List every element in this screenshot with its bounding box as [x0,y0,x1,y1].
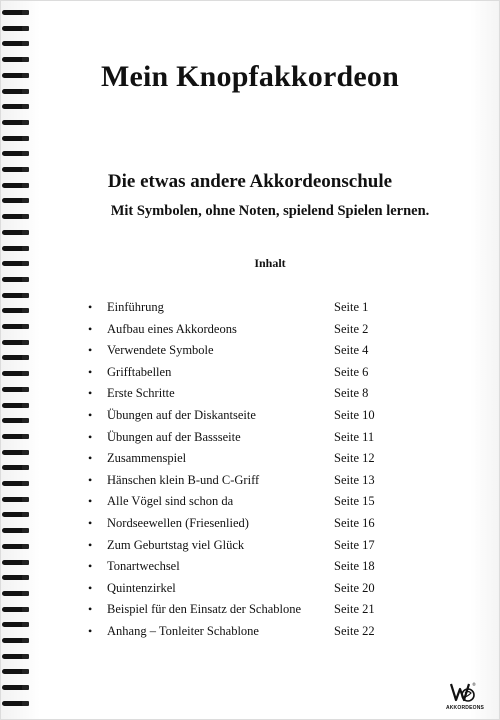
toc-entry-label: Nordseewellen (Friesenlied) [107,516,249,530]
toc-entry-label: Alle Vögel sind schon da [107,494,234,509]
contents-heading: Inhalt [254,256,286,270]
accordion-logo-icon [448,680,478,704]
bullet-icon: • [88,300,93,314]
toc-entry-label: Anhang – Tonleiter Schablone [107,624,259,638]
bullet-icon: • [88,537,93,552]
binding-coil [2,654,28,660]
toc-entry [0,494,500,514]
toc-entry-page: Seite 16 [334,516,375,530]
toc-entry-label: Zusammenspiel [107,451,187,466]
toc-entry [0,451,500,471]
bullet-icon: • [88,451,93,466]
toc-entry-page: Seite 4 [334,343,369,358]
binding-coil [2,10,28,16]
binding-coil [2,104,28,110]
bullet-icon: • [88,364,93,379]
toc-entry-label: Zum Geburtstag viel Glück [107,537,245,552]
toc-entry-page: Seite 2 [334,321,369,336]
bullet-icon: • [88,321,93,336]
toc-entry-page: Seite 21 [334,602,375,617]
publisher-logo [442,680,488,714]
toc-entry [0,581,500,601]
bullet-icon: • [88,343,93,358]
toc-entry [0,559,500,579]
bullet-icon: • [88,472,93,487]
toc-entry [0,538,500,558]
document-tagline: Mit Symbolen, ohne Noten, spielend Spielen lernen. [110,203,430,219]
toc-entry-label: Hänschen klein B-und C-Griff [107,472,260,487]
binding-coil [2,246,28,252]
bullet-icon: • [88,516,93,530]
bullet-icon: • [88,386,93,401]
binding-coil [2,41,28,47]
toc-entry-page: Seite 15 [334,494,375,509]
toc-entry-label: Verwendete Symbole [107,343,214,358]
bullet-icon: • [88,559,93,574]
bullet-icon: • [88,494,93,509]
toc-entry-label: Aufbau eines Akkordeons [107,321,237,336]
toc-entry-label: Quintenzirkel [107,580,176,595]
toc-entry-page: Seite 10 [334,408,375,422]
toc-entry-page: Seite 13 [334,472,375,487]
toc-entry-label: Übungen auf der Bassseite [107,429,241,444]
binding-coil [2,277,28,283]
toc-entry [0,473,500,493]
svg-text:®: ® [472,682,476,687]
toc-entry [0,430,500,450]
binding-coil [2,685,28,691]
toc-entry-label: Grifftabellen [107,364,172,379]
toc-entry [0,322,500,342]
toc-entry-label: Tonartwechsel [107,559,180,574]
binding-coil [2,669,28,675]
bullet-icon: • [88,602,93,617]
toc-entry [0,516,500,536]
toc-entry-page: Seite 11 [334,429,375,444]
toc-entry-label: Erste Schritte [107,386,175,401]
toc-entry-label: Beispiel für den Einsatz der Schablone [107,602,302,617]
bullet-icon: • [88,429,93,444]
toc-entry-page: Seite 22 [334,624,375,638]
toc-entry [0,602,500,622]
logo-text: AKKORDEONS [445,705,485,711]
document-subtitle: Die etwas andere Akkordeonschule [107,171,393,192]
toc-entry-page: Seite 8 [334,386,369,401]
toc-entry-label: Übungen auf der Diskantseite [107,408,256,422]
toc-entry [0,365,500,385]
toc-entry-page: Seite 1 [334,300,369,314]
toc-entry-page: Seite 18 [334,559,375,574]
toc-entry [0,408,500,428]
document-title: Mein Knopfakkordeon [100,60,399,93]
binding-coil [2,120,28,126]
bullet-icon: • [88,624,93,638]
toc-entry-page: Seite 17 [334,537,375,552]
toc-entry [0,300,500,320]
toc-entry [0,624,500,644]
binding-coil [2,136,28,142]
toc-entry-label: Einführung [107,300,164,314]
bullet-icon: • [88,408,93,422]
binding-coil [2,230,28,236]
bullet-icon: • [88,580,93,595]
binding-coil [2,701,28,707]
toc-entry-page: Seite 12 [334,451,375,466]
toc-entry [0,386,500,406]
binding-coil [2,26,28,32]
binding-coil [2,293,28,299]
binding-coil [2,151,28,157]
toc-entry [0,343,500,363]
toc-entry-page: Seite 6 [334,364,369,379]
toc-entry-page: Seite 20 [334,580,375,595]
